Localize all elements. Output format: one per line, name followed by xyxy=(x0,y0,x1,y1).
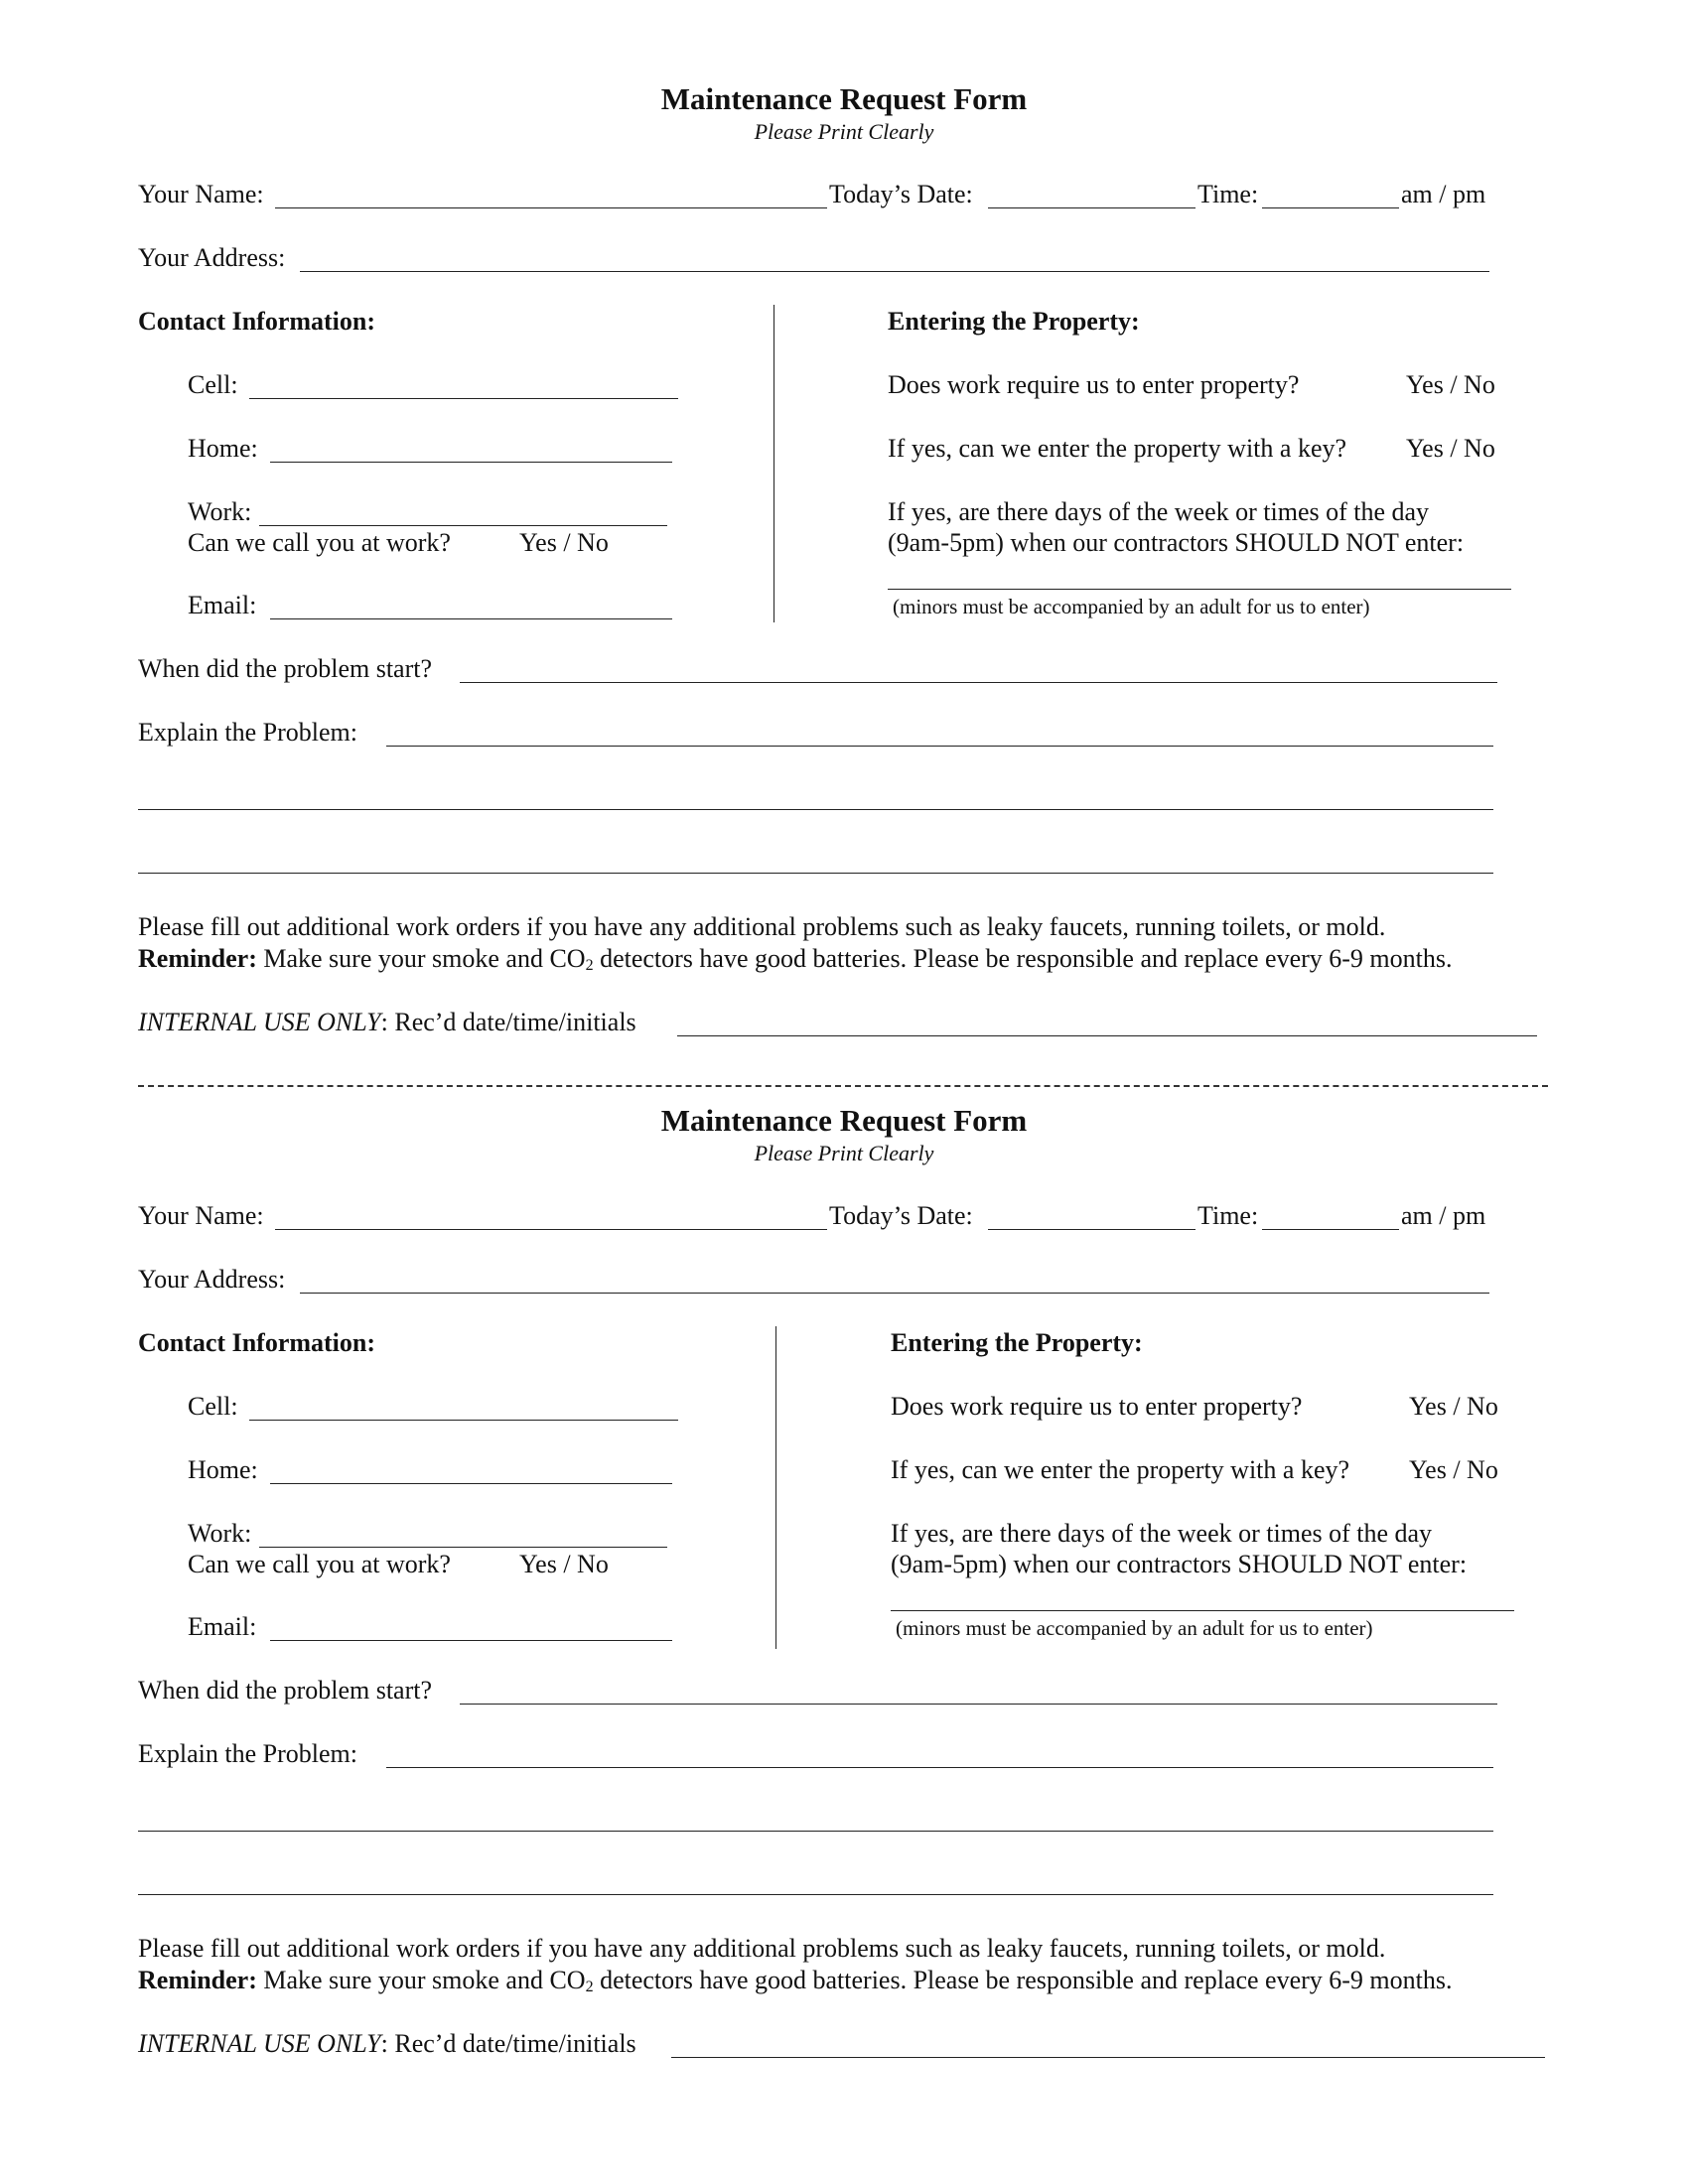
form-title: Maintenance Request Form xyxy=(660,1103,1028,1138)
time-label: Time: xyxy=(1197,180,1259,208)
date-label: Today’s Date: xyxy=(829,1201,973,1230)
home-label: Home: xyxy=(188,434,258,463)
days-question-line1: If yes, are there days of the week or times of the day xyxy=(888,497,1430,526)
additional-note: Please fill out additional work orders if you have any additional problems such as leaky faucets, running toilets, or mold. xyxy=(138,1934,1386,1963)
problem-start-field[interactable] xyxy=(460,682,1497,683)
enter-options[interactable]: Yes / No xyxy=(1409,1392,1498,1421)
minors-note: (minors must be accompanied by an adult for us to enter) xyxy=(893,595,1370,618)
name-field[interactable] xyxy=(275,1229,827,1230)
restricted-times-field[interactable] xyxy=(888,589,1511,590)
entering-heading: Entering the Property: xyxy=(891,1328,1143,1357)
contact-heading: Contact Information: xyxy=(138,1328,376,1357)
explain-field-line3[interactable] xyxy=(138,1894,1493,1895)
email-label: Email: xyxy=(188,591,257,619)
work-field[interactable] xyxy=(259,525,667,526)
cell-label: Cell: xyxy=(188,1392,238,1421)
form-subtitle: Please Print Clearly xyxy=(754,119,934,144)
co2-subscript: 2 xyxy=(585,957,594,974)
explain-field-line2[interactable] xyxy=(138,1831,1493,1832)
column-divider xyxy=(775,1326,776,1649)
time-field[interactable] xyxy=(1262,1229,1399,1230)
am-pm-choice[interactable]: am / pm xyxy=(1401,180,1486,208)
reminder-line xyxy=(138,1968,1453,1993)
email-field[interactable] xyxy=(270,618,672,619)
cell-field[interactable] xyxy=(249,398,678,399)
key-options[interactable]: Yes / No xyxy=(1409,1455,1498,1484)
explain-field-line2[interactable] xyxy=(138,809,1493,810)
explain-field-line1[interactable] xyxy=(386,746,1493,747)
additional-note: Please fill out additional work orders if you have any additional problems such as leaky faucets, running toilets, or mold. xyxy=(138,912,1386,941)
work-label: Work: xyxy=(188,497,252,526)
enter-options[interactable]: Yes / No xyxy=(1406,370,1495,399)
internal-field[interactable] xyxy=(671,2057,1545,2058)
address-label: Your Address: xyxy=(138,1265,286,1294)
date-field[interactable] xyxy=(988,207,1196,208)
internal-label: INTERNAL USE ONLY xyxy=(138,1008,381,1036)
form-title: Maintenance Request Form xyxy=(660,81,1028,116)
home-label: Home: xyxy=(188,1455,258,1484)
address-field[interactable] xyxy=(300,271,1489,272)
maintenance-form-2 xyxy=(0,1022,1688,2058)
name-label: Your Name: xyxy=(138,180,264,208)
explain-label: Explain the Problem: xyxy=(138,1739,357,1768)
enter-question: Does work require us to enter property? xyxy=(888,370,1300,399)
enter-question: Does work require us to enter property? xyxy=(891,1392,1303,1421)
key-question: If yes, can we enter the property with a key? xyxy=(888,434,1347,463)
home-field[interactable] xyxy=(270,462,672,463)
reminder-line xyxy=(138,946,1453,972)
internal-text: : Rec’d date/time/initials xyxy=(380,1008,636,1036)
email-field[interactable] xyxy=(270,1640,672,1641)
email-label: Email: xyxy=(188,1612,257,1641)
date-field[interactable] xyxy=(988,1229,1196,1230)
cell-label: Cell: xyxy=(188,370,238,399)
days-question-line2: (9am-5pm) when our contractors SHOULD NOT enter: xyxy=(888,528,1465,557)
address-label: Your Address: xyxy=(138,243,286,272)
reminder-text-post: detectors have good batteries. Please be responsible and replace every 6-9 months. xyxy=(600,1966,1453,1994)
time-field[interactable] xyxy=(1262,207,1399,208)
call-work-options[interactable]: Yes / No xyxy=(519,1550,609,1578)
explain-field-line3[interactable] xyxy=(138,873,1493,874)
days-question-line2: (9am-5pm) when our contractors SHOULD NOT enter: xyxy=(891,1550,1468,1578)
problem-start-field[interactable] xyxy=(460,1704,1497,1705)
co2-subscript: 2 xyxy=(585,1979,594,1995)
entering-heading: Entering the Property: xyxy=(888,307,1140,336)
address-field[interactable] xyxy=(300,1293,1489,1294)
internal-label: INTERNAL USE ONLY xyxy=(138,2029,381,2058)
call-work-question: Can we call you at work? xyxy=(188,528,451,557)
internal-use-line xyxy=(138,2031,636,2057)
reminder-text-post: detectors have good batteries. Please be responsible and replace every 6-9 months. xyxy=(600,944,1453,973)
reminder-text-pre: Make sure your smoke and CO xyxy=(263,1966,586,1994)
days-question-line1: If yes, are there days of the week or times of the day xyxy=(891,1519,1433,1548)
date-label: Today’s Date: xyxy=(829,180,973,208)
reminder-label: Reminder: xyxy=(138,944,257,973)
work-field[interactable] xyxy=(259,1547,667,1548)
explain-field-line1[interactable] xyxy=(386,1767,1493,1768)
work-label: Work: xyxy=(188,1519,252,1548)
contact-heading: Contact Information: xyxy=(138,307,376,336)
cell-field[interactable] xyxy=(249,1420,678,1421)
key-options[interactable]: Yes / No xyxy=(1406,434,1495,463)
reminder-text-pre: Make sure your smoke and CO xyxy=(263,944,586,973)
time-label: Time: xyxy=(1197,1201,1259,1230)
am-pm-choice[interactable]: am / pm xyxy=(1401,1201,1486,1230)
problem-start-label: When did the problem start? xyxy=(138,654,433,683)
name-field[interactable] xyxy=(275,207,827,208)
maintenance-form-1 xyxy=(0,0,1688,1036)
home-field[interactable] xyxy=(270,1483,672,1484)
problem-start-label: When did the problem start? xyxy=(138,1676,433,1705)
form-subtitle: Please Print Clearly xyxy=(754,1141,934,1165)
call-work-question: Can we call you at work? xyxy=(188,1550,451,1578)
name-label: Your Name: xyxy=(138,1201,264,1230)
key-question: If yes, can we enter the property with a key? xyxy=(891,1455,1350,1484)
internal-text: : Rec’d date/time/initials xyxy=(380,2029,636,2058)
explain-label: Explain the Problem: xyxy=(138,718,357,747)
reminder-label: Reminder: xyxy=(138,1966,257,1994)
restricted-times-field[interactable] xyxy=(891,1610,1514,1611)
minors-note: (minors must be accompanied by an adult for us to enter) xyxy=(896,1616,1373,1640)
call-work-options[interactable]: Yes / No xyxy=(519,528,609,557)
